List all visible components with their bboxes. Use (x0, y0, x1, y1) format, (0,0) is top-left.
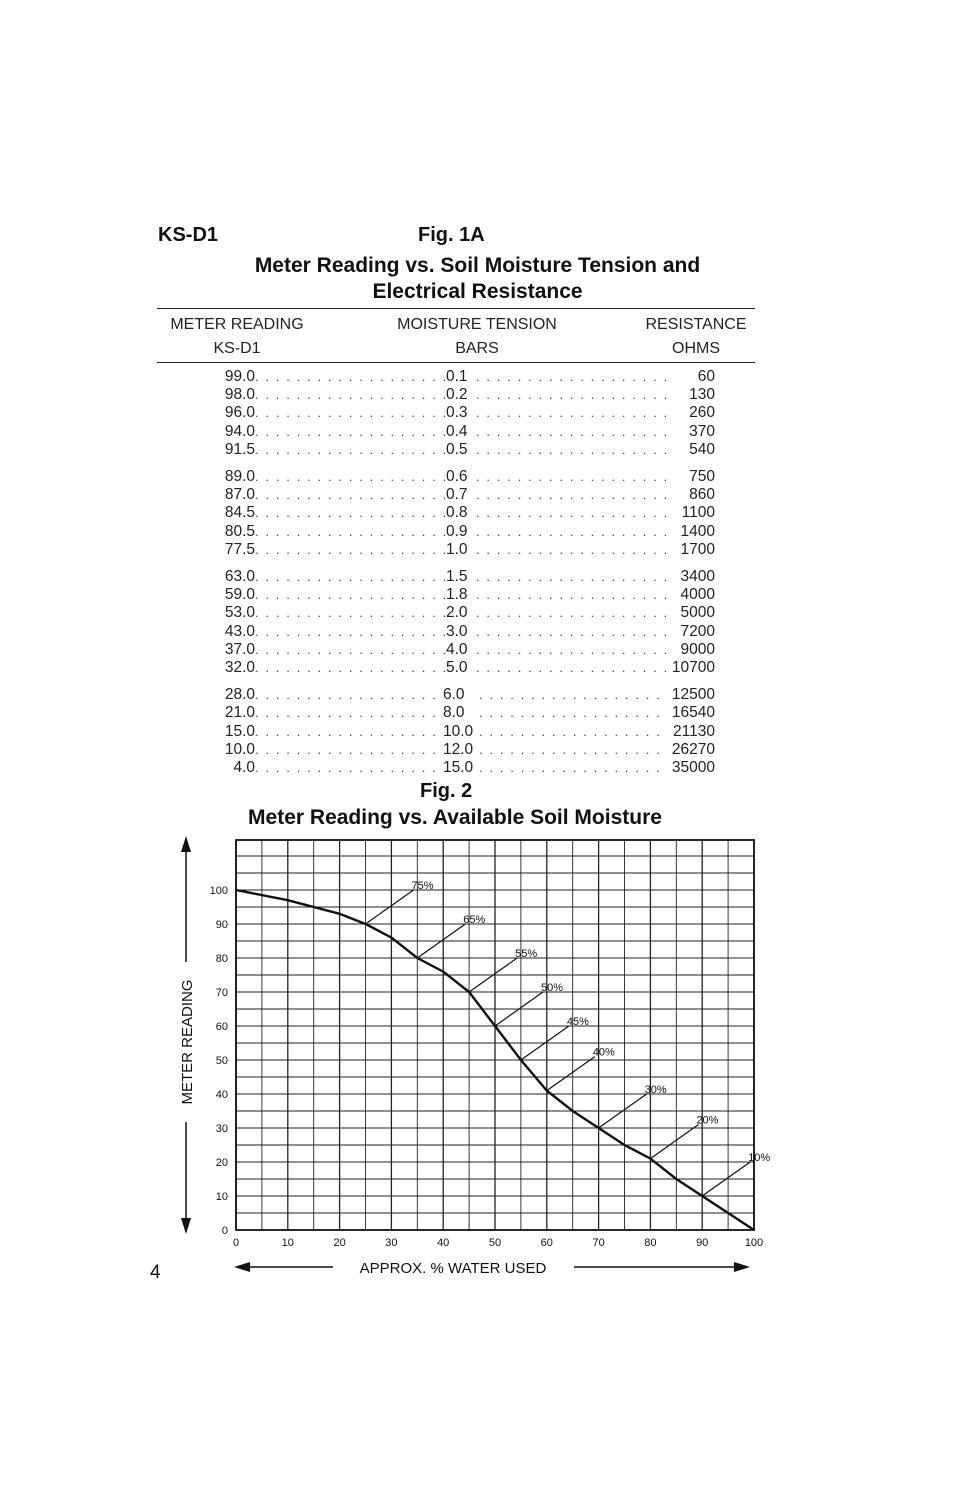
resistance-cell: 4000 (680, 586, 715, 604)
fig1-label: Fig. 1A (418, 224, 485, 246)
tension-cell: 8.0 (443, 704, 465, 722)
fig1-title-line2: Electrical Resistance (372, 280, 583, 303)
annotation-label: 40% (592, 1046, 615, 1059)
tension-cell: 6.0 (443, 686, 465, 704)
tension-cell: 0.1 (446, 368, 468, 385)
resistance-cell: 130 (689, 386, 715, 404)
x-tick-label: 50 (488, 1237, 502, 1249)
resistance-cell: 26270 (671, 740, 715, 758)
page-number: 4 (150, 1262, 161, 1283)
y-tick-label: 20 (215, 1157, 228, 1169)
col2-header-line1: MOISTURE TENSION (397, 316, 557, 333)
meter-reading-cell: 87.0 (224, 486, 255, 504)
tension-cell: 10.0 (443, 722, 474, 740)
y-tick-label: 0 (221, 1225, 228, 1237)
col3-header-line1: RESISTANCE (645, 316, 747, 333)
resistance-cell: 35000 (671, 759, 715, 777)
meter-reading-cell: 94.0 (224, 422, 255, 440)
x-tick-label: 40 (437, 1237, 450, 1249)
x-tick-label: 60 (540, 1237, 553, 1249)
resistance-cell: 1700 (680, 540, 715, 558)
col1-header-line1: METER READING (170, 316, 304, 333)
y-tick-label: 60 (215, 1021, 228, 1033)
meter-reading-cell: 21.0 (224, 704, 255, 722)
meter-reading-cell: 28.0 (224, 686, 255, 704)
col2-header-line2: BARS (455, 340, 499, 357)
meter-reading-cell: 63.0 (224, 568, 255, 586)
meter-reading-cell: 89.0 (224, 468, 255, 486)
meter-reading-cell: 15.0 (224, 722, 255, 740)
tension-cell: 1.8 (446, 586, 468, 604)
arrow-up-icon (181, 836, 191, 852)
col3-header-line2: OHMS (672, 340, 720, 357)
resistance-cell: 7200 (680, 622, 715, 640)
annotation-label: 65% (463, 914, 486, 926)
y-tick-label: 30 (215, 1123, 228, 1135)
annotation-label: 45% (566, 1016, 589, 1028)
annotation-label: 10% (748, 1152, 771, 1164)
resistance-cell: 16540 (671, 704, 715, 722)
meter-reading-cell: 77.5 (224, 540, 255, 558)
tension-cell: 0.9 (446, 522, 468, 540)
meter-reading-cell: 80.5 (224, 522, 255, 540)
annotation-label: 20% (696, 1114, 719, 1127)
resistance-cell: 21130 (673, 722, 715, 740)
tension-cell: 0.7 (446, 486, 468, 504)
resistance-cell: 9000 (680, 640, 715, 658)
annotation-label: 30% (644, 1084, 667, 1096)
y-axis-label: METER READING (179, 979, 196, 1105)
tension-cell: 12.0 (443, 740, 474, 758)
model-label: KS-D1 (158, 224, 219, 246)
resistance-cell: 10700 (671, 659, 715, 677)
tension-cell: 0.6 (446, 468, 468, 486)
tension-cell: 0.5 (446, 440, 468, 458)
x-tick-label: 30 (385, 1237, 398, 1249)
meter-reading-cell: 91.5 (224, 440, 255, 458)
fig2-title: Meter Reading vs. Available Soil Moisture (248, 806, 662, 829)
annotation-label: 75% (411, 880, 434, 892)
meter-reading-cell: 4.0 (233, 759, 255, 777)
tension-cell: 0.8 (446, 504, 468, 522)
tension-cell: 0.3 (446, 404, 468, 422)
resistance-cell: 12500 (671, 686, 715, 704)
meter-reading-cell: 98.0 (224, 386, 255, 404)
annotation-leader (547, 1057, 595, 1091)
annotation-label: 50% (541, 982, 564, 994)
resistance-cell: 260 (689, 404, 715, 422)
meter-reading-cell: 10.0 (224, 740, 255, 758)
tension-cell: 2.0 (446, 604, 468, 622)
resistance-cell: 60 (697, 368, 715, 385)
tension-cell: 1.5 (446, 568, 468, 586)
resistance-cell: 1100 (681, 504, 715, 522)
tension-cell: 1.0 (446, 540, 468, 558)
arrow-down-icon (181, 1218, 191, 1234)
y-tick-label: 10 (215, 1191, 228, 1203)
x-tick-label: 10 (281, 1237, 294, 1249)
resistance-cell: 370 (689, 422, 715, 440)
y-tick-label: 70 (215, 987, 228, 999)
arrow-right-icon (734, 1262, 750, 1272)
meter-reading-cell: 43.0 (224, 622, 255, 640)
y-tick-label: 80 (215, 953, 228, 965)
tension-cell: 3.0 (446, 622, 468, 640)
annotation-leader (650, 1125, 698, 1159)
meter-reading-cell: 32.0 (224, 659, 255, 677)
y-tick-label: 50 (215, 1055, 228, 1067)
meter-reading-cell: 53.0 (224, 604, 255, 622)
y-tick-label: 100 (209, 885, 228, 897)
annotation-label: 55% (515, 948, 538, 960)
x-tick-label: 80 (644, 1237, 657, 1249)
meter-reading-cell: 96.0 (224, 404, 255, 422)
arrow-left-icon (234, 1262, 250, 1272)
meter-reading-cell: 99.0 (224, 368, 255, 385)
y-tick-label: 40 (215, 1089, 228, 1101)
resistance-cell: 1400 (680, 522, 715, 540)
fig1-title-line1: Meter Reading vs. Soil Moisture Tension and (254, 254, 701, 277)
tension-cell: 15.0 (443, 759, 474, 777)
resistance-cell: 5000 (680, 604, 715, 622)
x-tick-label: 20 (333, 1237, 346, 1249)
col1-header-line2: KS-D1 (213, 340, 261, 357)
meter-reading-cell: 59.0 (224, 586, 255, 604)
tension-cell: 0.2 (446, 386, 468, 404)
x-tick-label: 90 (696, 1237, 709, 1249)
x-axis-label: APPROX. % WATER USED (359, 1260, 547, 1277)
resistance-cell: 750 (689, 468, 715, 486)
tension-cell: 0.4 (446, 422, 468, 440)
resistance-cell: 3400 (680, 568, 715, 586)
tension-cell: 5.0 (446, 659, 468, 677)
x-tick-label: 70 (592, 1237, 605, 1249)
resistance-cell: 540 (689, 440, 715, 458)
resistance-cell: 860 (689, 486, 715, 504)
meter-reading-cell: 37.0 (224, 640, 255, 658)
y-tick-label: 90 (215, 919, 228, 931)
fig2-label: Fig. 2 (420, 780, 473, 802)
tension-cell: 4.0 (446, 640, 468, 658)
x-tick-label: 0 (232, 1237, 240, 1249)
x-tick-label: 100 (744, 1237, 764, 1249)
meter-reading-cell: 84.5 (224, 504, 255, 522)
